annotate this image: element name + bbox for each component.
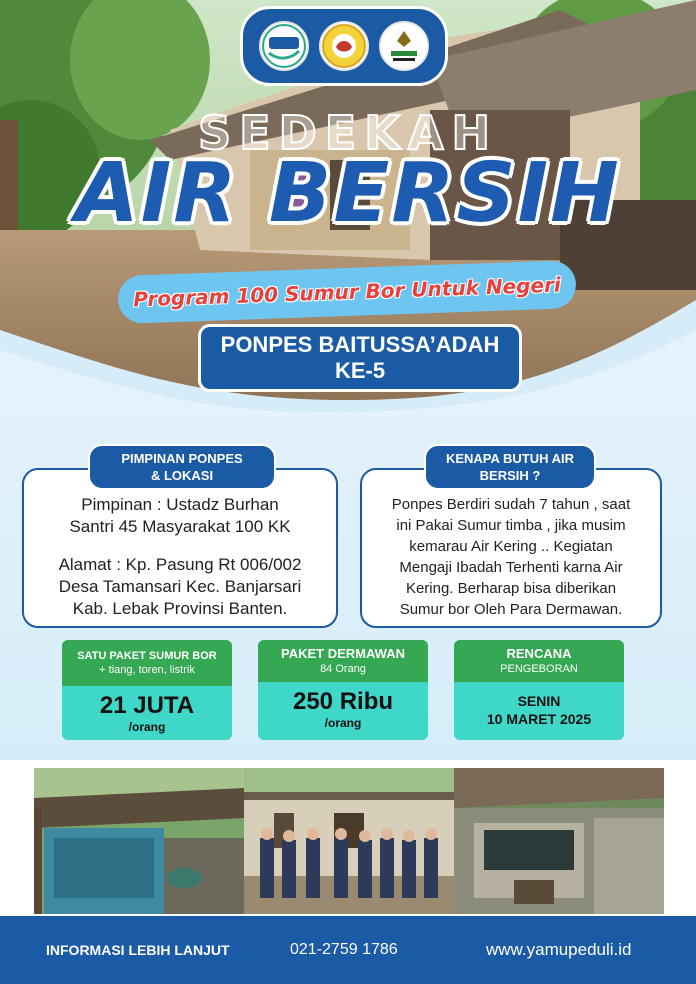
package-sumur-bor-title: SATU PAKET SUMUR BOR [77, 650, 217, 662]
yamu-peduli-logo [259, 21, 309, 71]
photo-old-well [34, 768, 244, 914]
address-info [30, 554, 330, 620]
leader-name: Pimpinan : Ustadz Burhan [81, 495, 279, 514]
drilling-schedule-subtitle: PENGEBORAN [500, 663, 578, 675]
photo-water-tank [454, 768, 664, 914]
reason-line-5: Kering. Berharap bisa diberikan [405, 580, 617, 597]
drilling-schedule [454, 640, 624, 740]
reason-text [368, 494, 654, 620]
reason-line-2: ini Pakai Sumur timba , jika musim [396, 517, 626, 534]
footer-info-label: INFORMASI LEBIH LANJUT [46, 942, 230, 958]
package-dermawan-body [258, 682, 428, 730]
address-line-2: Desa Tamansari Kec. Banjarsari [58, 577, 302, 596]
package-dermawan-header [258, 640, 428, 682]
package-sumur-bor [62, 640, 232, 740]
footer-bar [0, 916, 696, 984]
program-ribbon-text: Program 100 Sumur Bor Untuk Negeri [132, 272, 562, 312]
baznas-logo [379, 21, 429, 71]
title-sedekah: SEDEKAH [198, 106, 498, 160]
reason-line-1: Ponpes Berdiri sudah 7 tahun , saat [391, 496, 631, 513]
drilling-schedule-title: RENCANA [506, 646, 572, 661]
package-sumur-bor-price: 21 JUTA [99, 692, 195, 719]
footer-website[interactable]: www.yamupeduli.id [486, 940, 632, 959]
leader-location-tab [88, 444, 276, 490]
ponpes-emblem-logo [319, 21, 369, 71]
drilling-schedule-body [454, 682, 624, 728]
footer-phone[interactable]: 021-2759 1786 [290, 941, 398, 958]
package-dermawan-subtitle: 84 Orang [320, 663, 366, 675]
package-sumur-bor-unit: /orang [128, 720, 166, 734]
package-dermawan-price: 250 Ribu [292, 688, 394, 715]
drilling-schedule-header [454, 640, 624, 682]
drilling-date: 10 MARET 2025 [486, 711, 592, 727]
drilling-day: SENIN [517, 693, 561, 709]
ponpes-name: PONPES BAITUSSA’ADAH [220, 332, 500, 357]
package-sumur-bor-subtitle: + tiang, toren, listrik [99, 664, 195, 676]
package-dermawan-title: PAKET DERMAWAN [281, 646, 405, 661]
photo-santri-group [244, 768, 454, 914]
reason-tab-line1: KENAPA BUTUH AIR [445, 451, 575, 466]
photo-strip [34, 768, 664, 914]
reason-tab [424, 444, 596, 490]
santri-count: Santri 45 Masyarakat 100 KK [69, 517, 291, 536]
ponpes-number: KE-5 [334, 358, 386, 383]
package-sumur-bor-body [62, 686, 232, 734]
package-dermawan-unit: /orang [324, 716, 362, 730]
title-air-bersih: AIR BERSIH [75, 146, 621, 241]
hero-banner [0, 0, 696, 420]
package-dermawan [258, 640, 428, 740]
leader-tab-line2: & LOKASI [150, 468, 214, 483]
reason-line-6: Sumur bor Oleh Para Dermawan. [399, 601, 623, 618]
address-line-3: Kab. Lebak Provinsi Banten. [72, 599, 288, 618]
reason-line-4: Mengaji Ibadah Terhenti karna Air [399, 559, 623, 576]
leader-info [30, 494, 330, 538]
reason-line-3: kemarau Air Kering .. Kegiatan [409, 538, 613, 555]
address-line-1: Alamat : Kp. Pasung Rt 006/002 [58, 555, 302, 574]
package-sumur-bor-header [62, 640, 232, 686]
leader-tab-line1: PIMPINAN PONPES [121, 451, 243, 466]
logo-bar [240, 6, 448, 86]
ponpes-name-box [198, 324, 522, 392]
reason-tab-line2: BERSIH ? [479, 468, 541, 483]
